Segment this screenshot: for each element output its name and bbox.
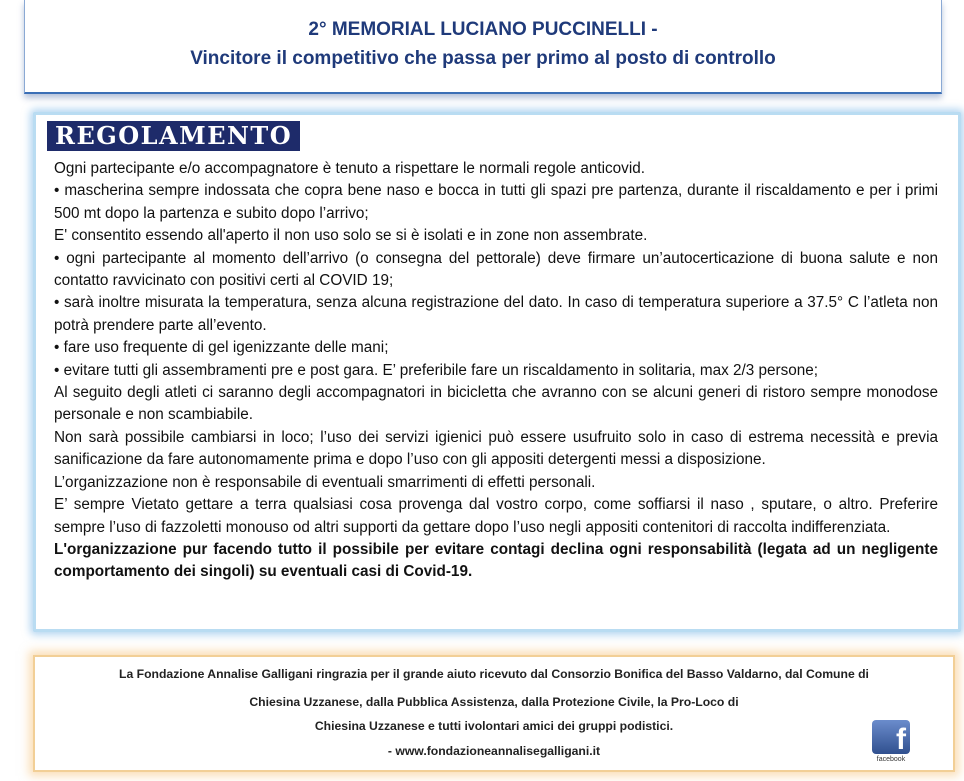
rules-paragraph: E' consentito essendo all'aperto il non uso solo se si è isolati e in zone non assembrate. [54, 227, 648, 245]
rules-paragraph: Non sarà possibile cambiarsi in loco; l’uso dei servizi igienici può essere usufruito solo in caso di estrema necessità e previa sanificazione da fare autonomamente prima e dopo l’uso con gli appositi detergenti messi a disposizione. [54, 428, 938, 469]
thanks-line-3: Chiesina Uzzanese e tutti ivolontari amici dei gruppi podistici. [314, 719, 674, 733]
rules-paragraph: • sarà inoltre misurata la temperatura, senza alcuna registrazione del dato. In caso di temperatura superiore a 37.5° C l’atleta non potrà prendere parte all’evento. [54, 294, 938, 334]
thanks-line-1: La Fondazione Annalise Galligani ringrazia per il grande aiuto ricevuto dal Consorzio Bonifica del Basso Valdarno, dal Comune di [119, 667, 869, 681]
rules-paragraph: • fare uso frequente di gel igenizzante delle mani; [54, 339, 389, 357]
rules-paragraph: L’organizzazione non è responsabile di eventuali smarrimenti di effetti personali. [54, 473, 596, 491]
rules-paragraph: • mascherina sempre indossata che copra bene naso e bocca in tutti gli spazi pre partenza, durante il riscaldamento e per i primi 500 mt dopo la partenza e subito dopo l’arrivo; [54, 182, 938, 222]
thanks-line-2: Chiesina Uzzanese, dalla Pubblica Assistenza, dalla Protezione Civile, la Pro-Loco di [249, 695, 739, 709]
facebook-icon[interactable] [870, 720, 912, 766]
header-banner [24, 0, 942, 94]
rules-paragraph: Al seguito degli atleti ci saranno degli accompagnatori in bicicletta che avranno con se alcuni generi di ristoro sempre monodose personale e non scambiabile. [54, 384, 938, 424]
event-title: 2° MEMORIAL LUCIANO PUCCINELLI - [308, 19, 658, 40]
facebook-label: facebook [876, 756, 906, 763]
rules-paragraph: Ogni partecipante e/o accompagnatore è tenuto a rispettare le normali regole anticovid. [54, 160, 645, 177]
rules-body [54, 158, 938, 584]
rules-heading: REGOLAMENTO [47, 121, 300, 151]
event-subtitle: Vincitore il competitivo che passa per primo al posto di controllo [190, 48, 776, 69]
thanks-panel [33, 655, 955, 772]
facebook-glyph: f [872, 720, 910, 754]
rules-paragraph: • ogni partecipante al momento dell’arrivo (o consegna del pettorale) deve firmare un’autocerticazione di buona salute e non contatto ravvicinato con positivi certi al COVID 19; [54, 249, 938, 290]
rules-paragraph: • evitare tutti gli assembramenti pre e post gara. E’ preferibile fare un riscaldamento in solitaria, max 2/3 persone; [54, 361, 819, 379]
rules-paragraph: E’ sempre Vietato gettare a terra qualsiasi cosa provenga dal vostro corpo, come soffiarsi il naso , sputare, o altro. Preferire sempre l’uso di fazzoletti monouso od altri supporti da gettare dopo l’uso negli appositi contenitori di raccolta indifferenziata. [54, 496, 938, 536]
website-link[interactable]: - www.fondazioneannalisegalligani.it [387, 744, 601, 758]
rules-disclaimer: L'organizzazione pur facendo tutto il possibile per evitare contagi declina ogni responsabilità (legata ad un negligente comportamento dei singoli) su eventuali casi di Covid-19. [54, 540, 938, 581]
rules-panel [33, 112, 961, 632]
